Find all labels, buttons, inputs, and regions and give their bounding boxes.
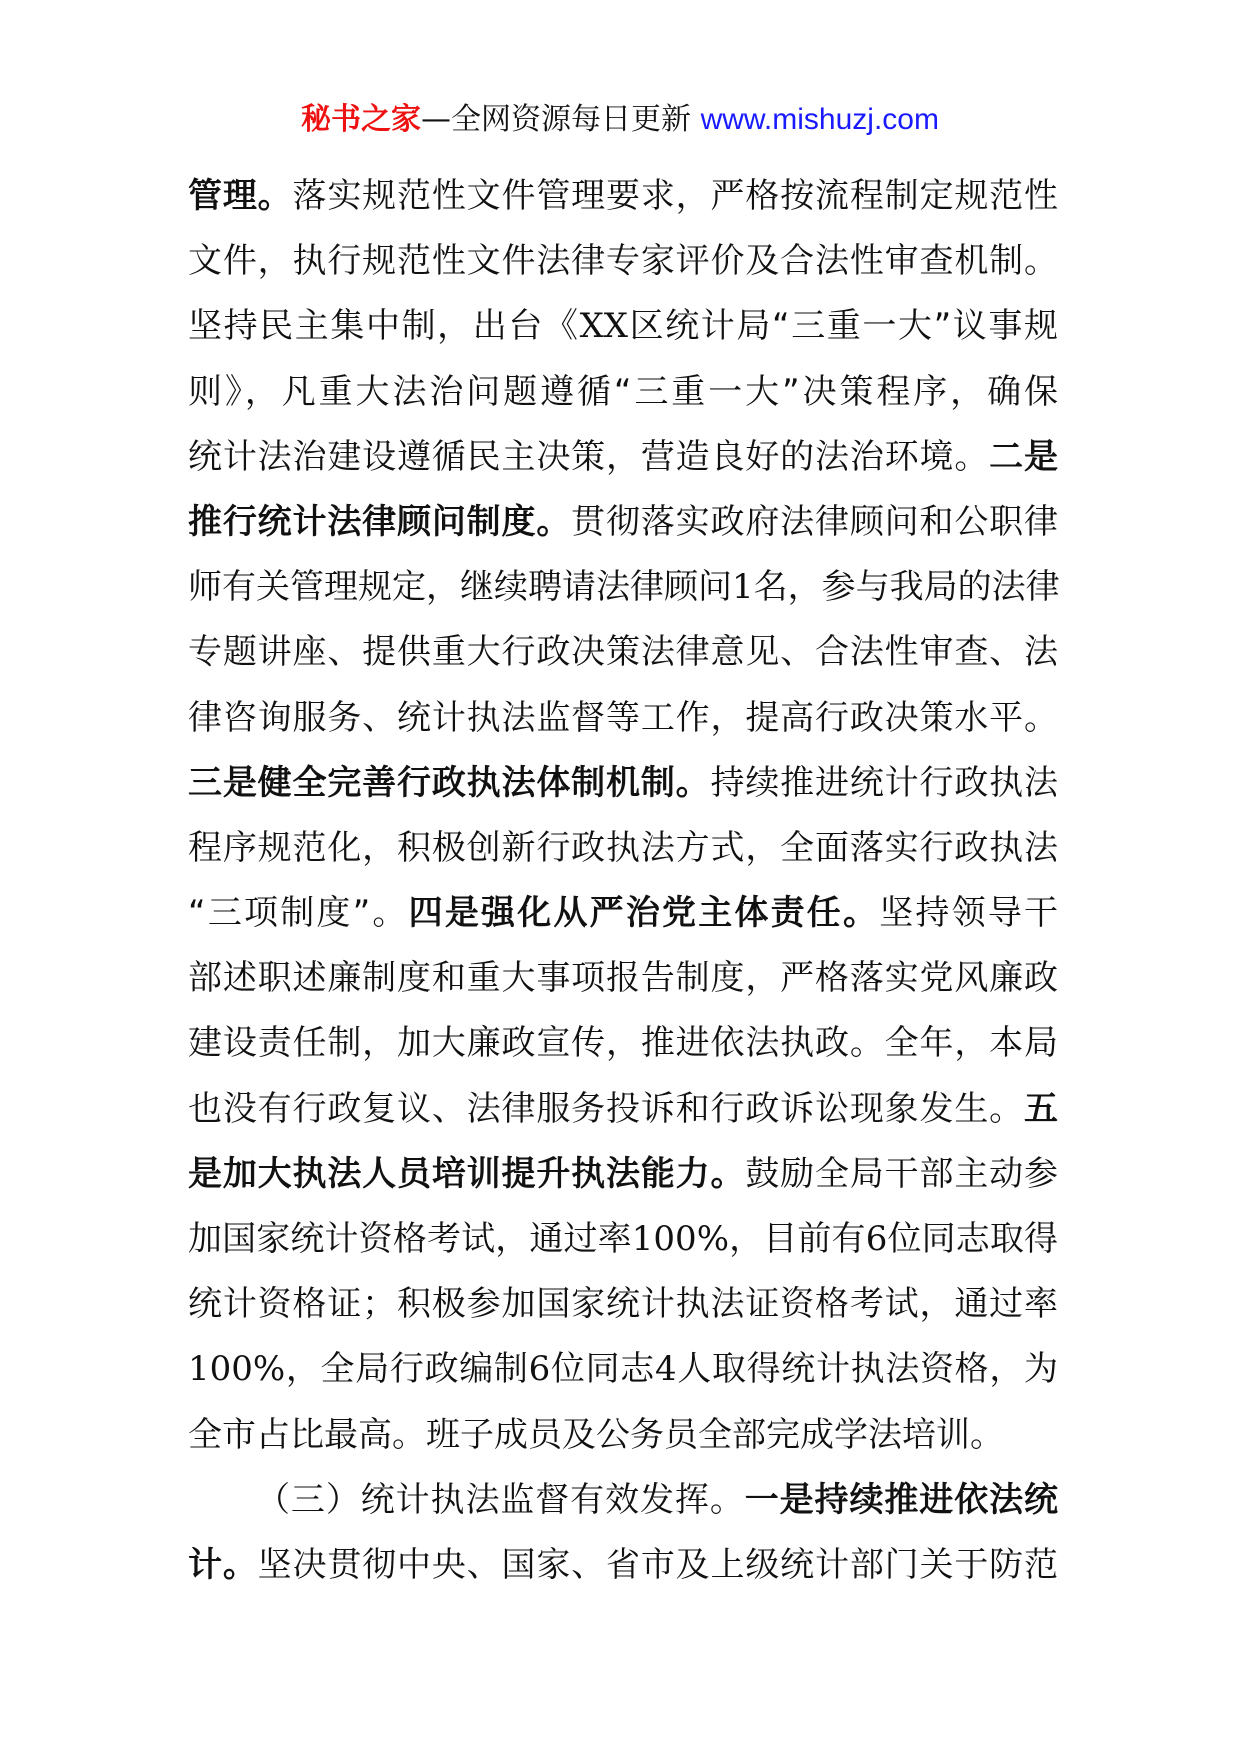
header-brand: 秘书之家 — [301, 102, 422, 137]
text-line — [188, 555, 1058, 620]
body-text-run: 贯彻落实政府法律顾问和公职律 — [571, 501, 1059, 542]
body-text-run: 则》，凡重大法治问题遵循“三重一大”决策程序，确保 — [188, 371, 1058, 412]
text-line — [188, 1077, 1058, 1142]
text-line — [188, 1142, 1058, 1207]
text-line — [188, 1011, 1058, 1076]
body-text-run: 6 — [528, 1349, 551, 1390]
body-text-run: 坚决贯彻中央、国家、省市及上级统计部门关于防范 — [257, 1544, 1059, 1585]
body-text-run: 统计法治建设遵循民主决策，营造良好的法治环境。 — [188, 436, 990, 477]
body-text-run: 区统计局“三重一大”议事规 — [628, 306, 1058, 347]
text-line — [188, 1207, 1058, 1272]
text-line — [188, 1337, 1058, 1402]
body-text-run: 建设责任制，加大廉政宣传，推进依法执政。全年，本局 — [188, 1023, 1058, 1064]
body-text-run: 统计资格证；积极参加国家统计执法证资格考试，通过率 — [188, 1284, 1058, 1325]
body-text-run: 也没有行政复议、法律服务投诉和行政诉讼现象发生。 — [188, 1088, 1024, 1129]
text-line — [188, 1272, 1058, 1337]
bold-heading-text: 二是 — [989, 436, 1059, 477]
text-line — [188, 1533, 1058, 1598]
text-line — [188, 1468, 1058, 1533]
text-line — [188, 490, 1058, 555]
text-line — [188, 1403, 1058, 1468]
text-line — [188, 164, 1058, 229]
bold-heading-text: 四是强化从严治党主体责任。 — [408, 893, 880, 934]
text-line — [188, 294, 1058, 359]
body-text-run: （三）统计执法监督有效发挥。 — [256, 1479, 745, 1520]
bold-heading-text: 三是健全完善行政执法体制机制。 — [188, 762, 711, 803]
body-text-run: ，目前有 — [729, 1219, 866, 1259]
bold-heading-text: 管理。 — [188, 176, 293, 216]
body-text-run: 师有关管理规定，继续聘请法律顾问 — [188, 567, 732, 608]
body-text-run: 1 — [732, 567, 754, 608]
body-text-run: ，全局行政编制 — [285, 1349, 529, 1390]
body-text-run: 100% — [188, 1349, 286, 1390]
text-line — [188, 425, 1058, 490]
body-text-run: 程序规范化，积极创新行政执法方式，全面落实行政执法 — [188, 827, 1058, 868]
page-header — [0, 100, 1240, 140]
text-line — [188, 881, 1058, 946]
body-text-run: 鼓励全局干部主动参 — [745, 1153, 1059, 1194]
text-line — [188, 946, 1058, 1011]
text-line — [188, 360, 1058, 425]
body-text-run: 专题讲座、提供重大行政决策法律意见、合法性审查、法 — [188, 632, 1058, 673]
text-line — [188, 751, 1058, 816]
body-text-run: 6 — [865, 1219, 888, 1259]
body-text-run: 100% — [631, 1219, 729, 1259]
text-line — [188, 686, 1058, 751]
body-text-run: 部述职述廉制度和重大事项报告制度，严格落实党风廉政 — [188, 958, 1058, 999]
body-text-run: 位同志取得 — [887, 1219, 1059, 1259]
bold-heading-text: 推行统计法律顾问制度。 — [188, 501, 572, 542]
bold-heading-text: 一是持续推进依法统 — [744, 1479, 1059, 1520]
body-text-run: 加国家统计资格考试，通过率 — [188, 1219, 632, 1259]
body-text-run: “三项制度”。 — [188, 893, 409, 934]
bold-heading-text: 是加大执法人员培训提升执法能力。 — [188, 1153, 746, 1194]
body-text-run: 位同志 — [550, 1349, 655, 1390]
body-text-run: 落实规范性文件管理要求，严格按流程制定规范性 — [292, 176, 1058, 216]
body-text-run: 文件，执行规范性文件法律专家评价及合法性审查机制。 — [188, 241, 1058, 282]
body-text-run: 全市占比最高。班子成员及公务员全部完成学法培训。 — [188, 1414, 1004, 1455]
bold-heading-text: 计。 — [188, 1544, 258, 1585]
body-text-run: 坚持民主集中制，出台《 — [188, 306, 580, 347]
text-line — [188, 229, 1058, 294]
bold-heading-text: 五 — [1024, 1088, 1058, 1129]
body-text-run: 律咨询服务、统计执法监督等工作，提高行政决策水平。 — [188, 697, 1058, 738]
header-url[interactable]: www.mishuzj.com — [700, 103, 939, 136]
body-text-run: 坚持领导干 — [879, 893, 1059, 934]
body-text-run: 4 — [654, 1349, 677, 1390]
body-text-run: 持续推进统计行政执法 — [710, 762, 1058, 803]
body-text-run: XX — [579, 306, 628, 347]
text-line — [188, 620, 1058, 685]
body-text-run: 名，参与我局的法律 — [753, 567, 1060, 608]
document-body — [188, 164, 1058, 1598]
header-tagline: —全网资源每日更新 — [421, 102, 692, 137]
text-line — [188, 816, 1058, 881]
body-text-run: 人取得统计执法资格，为 — [676, 1349, 1059, 1390]
